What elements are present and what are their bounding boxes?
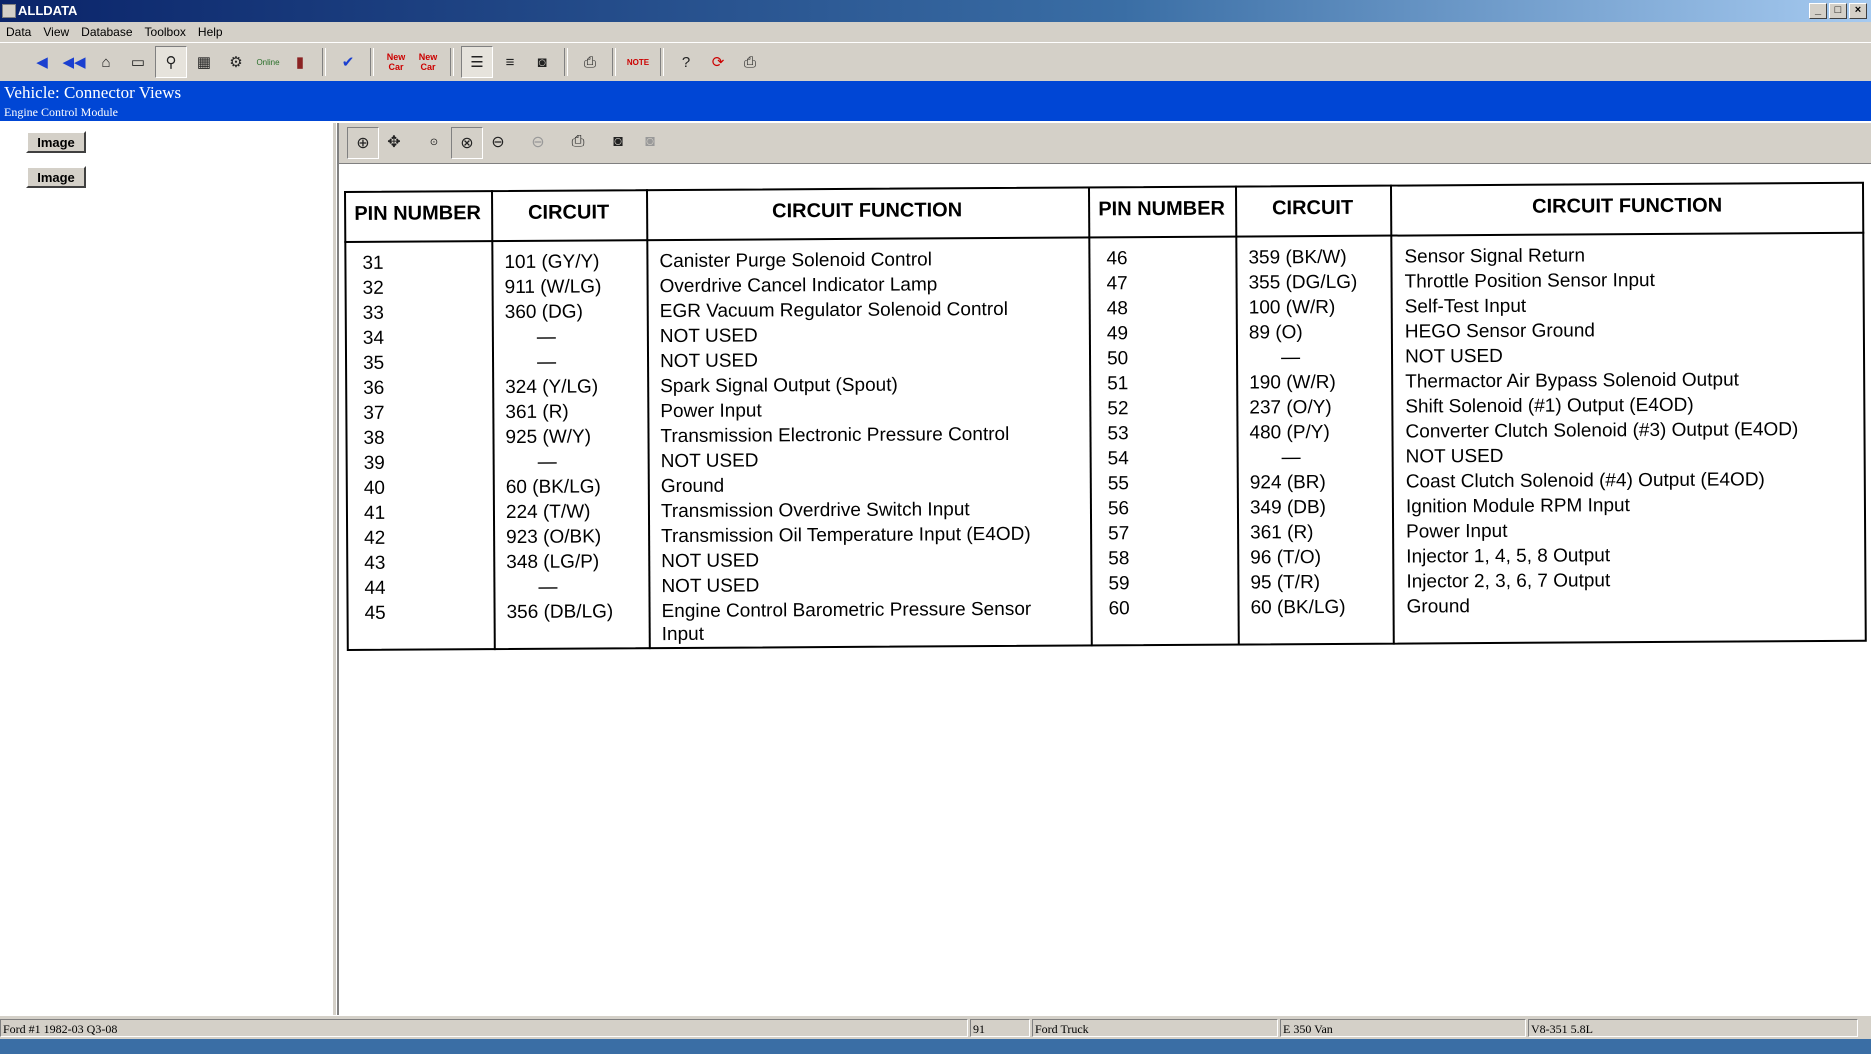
minimize-button[interactable]: _: [1809, 3, 1827, 19]
tools-icon[interactable]: ⚙: [229, 54, 243, 71]
circuit-function-cell: Injector 1, 4, 5, 8 Output: [1406, 545, 1611, 568]
circuit-cell: 89 (O): [1248, 322, 1303, 344]
pin-number-cell: 59: [1108, 573, 1130, 595]
circuit-function-cell: Power Input: [1406, 520, 1508, 543]
circuit-cell: 95 (T/R): [1250, 572, 1321, 594]
pin-number-cell: 35: [362, 352, 385, 374]
pin-number-cell: 31: [362, 252, 384, 274]
checkmark-icon[interactable]: ✔: [341, 54, 355, 71]
pin-table: [344, 182, 1867, 661]
circuit-function-cell: Ground: [660, 475, 725, 498]
header-circuit-function: CIRCUIT FUNCTION: [1532, 194, 1723, 218]
circuit-function-cell: Coast Clutch Solenoid (#4) Output (E4OD): [1405, 469, 1765, 493]
pin-number-cell: 44: [364, 577, 386, 599]
menu-bar: [0, 22, 1871, 42]
new-car-alt-icon[interactable]: New Car: [418, 52, 438, 72]
circuit-cell: 480 (P/Y): [1249, 421, 1330, 444]
pin-number-cell: 48: [1106, 298, 1128, 320]
app-icon: [2, 4, 16, 18]
circuit-cell: 96 (T/O): [1250, 547, 1322, 569]
title-bar: [0, 0, 1871, 22]
pin-number-cell: 50: [1106, 348, 1129, 370]
online-icon[interactable]: Online: [256, 57, 280, 67]
circuit-function-cell: Transmission Electronic Pressure Control: [660, 423, 1010, 448]
circuit-cell: 60 (BK/LG): [1250, 596, 1346, 619]
circuit-cell: —: [1280, 347, 1301, 369]
circuit-cell: 356 (DB/LG): [506, 601, 614, 624]
header-pin-number: PIN NUMBER: [1098, 197, 1226, 221]
export-icon[interactable]: ◙: [613, 133, 623, 150]
header-circuit: CIRCUIT: [1271, 196, 1354, 220]
pin-number-cell: 38: [363, 427, 385, 449]
circuit-function-cell: NOT USED: [659, 350, 758, 373]
menu-data[interactable]: Data: [6, 25, 32, 39]
zoom-region-icon[interactable]: ⊖: [491, 134, 505, 151]
viewer-toolbar: [339, 123, 1871, 164]
circuit-cell: 360 (DG): [504, 301, 583, 324]
home-icon[interactable]: ⌂: [101, 53, 111, 71]
image-button-2[interactable]: Image: [26, 166, 86, 188]
circuit-function-cell: Ground: [1406, 596, 1470, 618]
header-circuit-function: CIRCUIT FUNCTION: [772, 199, 963, 223]
circuit-cell: 911 (W/LG): [504, 276, 602, 299]
circuit-function-cell: Injector 2, 3, 6, 7 Output: [1406, 570, 1611, 593]
pin-number-cell: 32: [362, 277, 384, 299]
circuit-function-cell: Shift Solenoid (#1) Output (E4OD): [1405, 394, 1694, 418]
search-icon[interactable]: ⚲: [155, 46, 187, 78]
circuit-function-cell: Converter Clutch Solenoid (#3) Output (E4OD): [1405, 419, 1799, 443]
help-icon[interactable]: ?: [681, 53, 691, 71]
circuit-cell: 355 (DG/LG): [1248, 271, 1358, 294]
taskbar-stripe: [0, 1039, 1871, 1054]
maximize-button[interactable]: □: [1829, 3, 1847, 19]
pin-number-cell: 54: [1107, 448, 1129, 470]
circuit-cell: 359 (BK/W): [1248, 246, 1347, 269]
circuit-cell: —: [536, 326, 556, 348]
pin-number-cell: 36: [363, 377, 385, 399]
printer-icon[interactable]: ⎙: [743, 53, 756, 71]
pin-number-cell: 49: [1106, 323, 1129, 345]
image-viewer: [337, 123, 1871, 1015]
circuit-cell: 923 (O/BK): [506, 526, 602, 549]
pin-number-cell: 42: [364, 527, 386, 549]
pin-number-cell: 34: [362, 327, 385, 349]
window-title: ALLDATA: [18, 3, 78, 18]
circuit-cell: 224 (T/W): [505, 501, 591, 524]
pin-number-cell: 58: [1108, 548, 1130, 570]
circuit-cell: —: [536, 351, 557, 373]
circuit-function-cell: NOT USED: [1405, 445, 1504, 468]
zoom-fit-icon[interactable]: ⊗: [451, 127, 483, 159]
circuit-cell: 237 (O/Y): [1249, 396, 1332, 419]
pin-number-cell: 55: [1107, 473, 1130, 495]
header-pin-number: PIN NUMBER: [354, 202, 482, 225]
left-panel: [0, 123, 336, 1015]
back-double-icon[interactable]: ◀◀: [62, 54, 86, 71]
pin-number-cell: 37: [363, 402, 385, 424]
circuit-function-cell: Throttle Position Sensor Input: [1404, 269, 1655, 293]
pin-number-cell: 47: [1106, 273, 1128, 295]
pin-number-cell: 53: [1107, 423, 1129, 445]
circuit-function-cell: Sensor Signal Return: [1404, 245, 1586, 268]
pin-number-cell: 45: [364, 602, 386, 624]
pan-icon[interactable]: ✥: [387, 134, 401, 151]
status-make: Ford Truck: [1032, 1019, 1278, 1037]
print-icon[interactable]: ⎙: [583, 53, 596, 71]
text-view-icon[interactable]: ≡: [505, 53, 515, 71]
circuit-cell: —: [537, 451, 557, 473]
circuit-function-cell: NOT USED: [661, 550, 760, 573]
list-view-icon[interactable]: ☰: [461, 46, 493, 78]
header-circuit: CIRCUIT: [528, 201, 610, 224]
menu-view[interactable]: View: [43, 25, 70, 39]
status-bar: [0, 1015, 1871, 1040]
status-engine: V8-351 5.8L: [1528, 1019, 1858, 1037]
circuit-cell: —: [538, 576, 558, 598]
pin-number-cell: 40: [363, 477, 386, 499]
circuit-function-cell: Transmission Overdrive Switch Input: [660, 499, 970, 523]
circuit-function-cell: Ignition Module RPM Input: [1405, 495, 1630, 518]
pin-number-cell: 51: [1107, 373, 1129, 395]
component-subtitle: Engine Control Module: [4, 105, 118, 119]
circuit-function-cell: Self-Test Input: [1404, 295, 1527, 318]
status-database: Ford #1 1982-03 Q3-08: [0, 1019, 968, 1037]
pin-number-cell: 52: [1107, 398, 1129, 420]
zoom-in-icon[interactable]: ⊕: [347, 127, 379, 159]
circuit-function-cell: Canister Purge Solenoid Control: [659, 249, 932, 273]
circuit-function-cell: Transmission Oil Temperature Input (E4OD): [661, 523, 1031, 548]
circuit-function-cell: NOT USED: [1404, 345, 1503, 368]
pin-number-cell: 43: [364, 552, 386, 574]
menu-database[interactable]: Database: [81, 25, 133, 39]
circuit-cell: 361 (R): [505, 401, 569, 424]
circuit-cell: 925 (W/Y): [505, 426, 592, 449]
pin-number-cell: 60: [1108, 598, 1130, 620]
copy-icon[interactable]: ◙: [645, 133, 655, 150]
circuit-function-cell: NOT USED: [660, 450, 759, 473]
status-model: E 350 Van: [1280, 1019, 1526, 1037]
status-year: 91: [970, 1019, 1030, 1037]
pin-number-cell: 57: [1108, 523, 1130, 545]
circuit-cell: 349 (DB): [1249, 497, 1327, 519]
component-icon[interactable]: ▦: [196, 54, 212, 71]
camera-icon[interactable]: ◙: [537, 53, 547, 71]
circuit-cell: 60 (BK/LG): [505, 476, 601, 499]
pin-number-cell: 56: [1107, 498, 1130, 520]
circuit-function-cell: NOT USED: [659, 325, 758, 348]
book-icon[interactable]: ▮: [295, 54, 305, 71]
note-icon[interactable]: NOTE: [626, 57, 650, 67]
zoom-100-icon[interactable]: ⊙: [429, 136, 439, 148]
back-icon[interactable]: ◀: [36, 54, 48, 71]
vehicle-line: Vehicle: Connector Views: [4, 83, 182, 102]
print-icon[interactable]: ⎙: [571, 133, 585, 150]
circuit-function-cell: EGR Vacuum Regulator Solenoid Control: [659, 298, 1008, 323]
circuit-cell: 361 (R): [1250, 522, 1314, 544]
image-button-1[interactable]: Image: [26, 131, 86, 153]
circuit-cell: 101 (GY/Y): [504, 251, 600, 274]
circuit-function-cell: Engine Control Barometric Pressure Sensor: [661, 598, 1032, 623]
vehicle-header: [0, 81, 1871, 121]
pin-number-cell: 39: [363, 452, 385, 474]
circuit-function-cell: Thermactor Air Bypass Solenoid Output: [1405, 369, 1739, 393]
circuit-function-cell: Overdrive Cancel Indicator Lamp: [659, 274, 938, 298]
circuit-function-cell-continued: Input: [661, 623, 705, 646]
main-toolbar: [0, 42, 1871, 82]
circuit-cell: 100 (W/R): [1248, 296, 1336, 319]
find-icon[interactable]: ⟳: [711, 54, 725, 71]
circuit-function-cell: Power Input: [660, 400, 762, 423]
circuit-function-cell: Spark Signal Output (Spout): [660, 374, 898, 398]
close-button[interactable]: ×: [1849, 3, 1867, 19]
menu-help[interactable]: Help: [197, 25, 223, 39]
circuit-cell: 324 (Y/LG): [505, 376, 599, 399]
pin-number-cell: 46: [1106, 248, 1128, 270]
zoom-out-icon[interactable]: ⊖: [531, 134, 545, 151]
circuit-cell: —: [1281, 447, 1301, 469]
new-car-icon[interactable]: New Car: [386, 52, 406, 72]
circuit-function-cell: HEGO Sensor Ground: [1404, 320, 1596, 343]
pin-number-cell: 41: [363, 502, 386, 524]
circuit-cell: 190 (W/R): [1249, 371, 1336, 394]
pin-number-cell: 33: [362, 302, 384, 324]
folder-icon[interactable]: ▭: [130, 54, 146, 71]
circuit-cell: 348 (LG/P): [506, 551, 600, 574]
circuit-function-cell: NOT USED: [661, 575, 760, 598]
menu-toolbox[interactable]: Toolbox: [144, 25, 186, 39]
circuit-cell: 924 (BR): [1249, 472, 1326, 494]
